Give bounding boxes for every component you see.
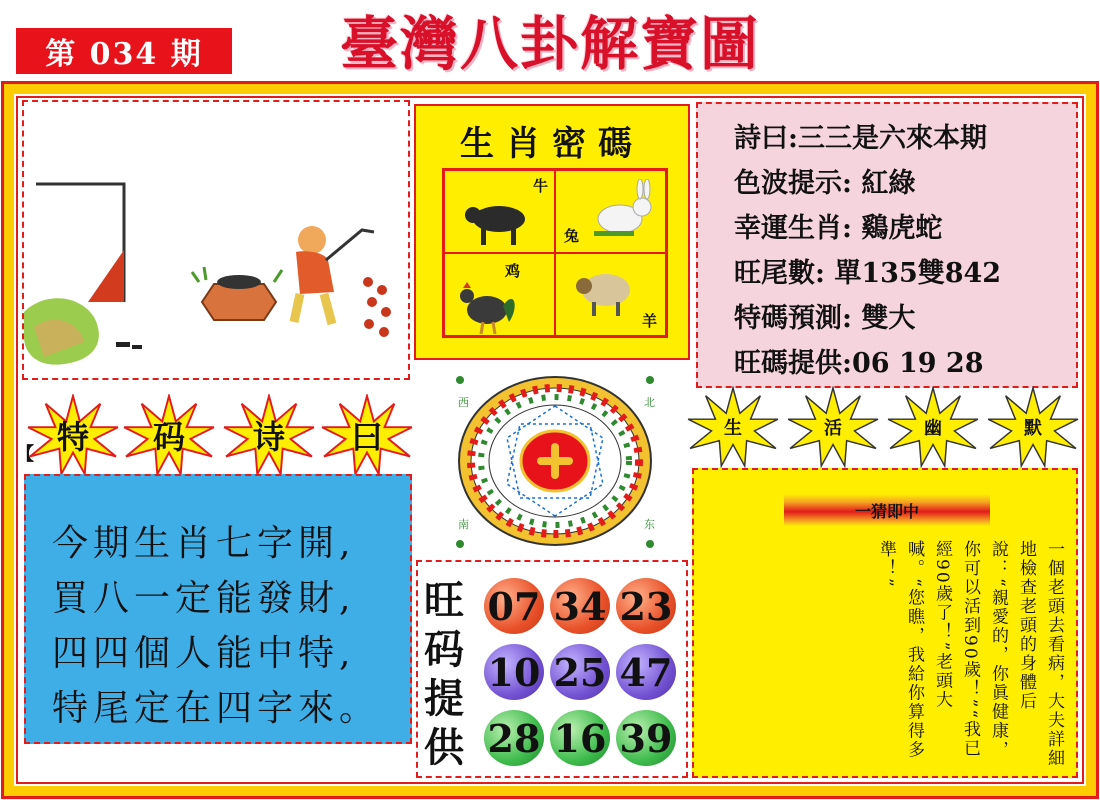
star-label: 生 <box>724 418 742 439</box>
label-char: 提 <box>424 675 464 722</box>
info-lucky-zodiac: 幸運生肖: 鷄虎蛇 <box>734 213 943 244</box>
info-prediction: 特碼預測: 雙大 <box>734 303 916 334</box>
zodiac-cell-ox <box>444 170 555 253</box>
star-label: 码 <box>152 418 185 456</box>
zodiac-grid <box>442 168 668 338</box>
poem-line: 特尾定在四字來。 <box>52 688 381 729</box>
zodiac-label: 鸡 <box>505 262 521 280</box>
star-burst <box>24 394 122 476</box>
zodiac-label: 牛 <box>532 177 548 195</box>
zodiac-cell-sheep <box>555 253 666 336</box>
zodiac-title: 生肖密碼 <box>460 124 644 164</box>
bracket-mark: 【 <box>16 444 34 465</box>
star-burst <box>318 394 416 476</box>
cartoon-panel <box>22 100 410 380</box>
number-ball: 16 <box>550 710 610 766</box>
issue-number: 第 034 期 <box>16 28 232 74</box>
star-burst <box>784 386 882 468</box>
label-char: 码 <box>424 626 464 673</box>
star-label: 曰 <box>350 418 383 456</box>
zodiac-code-panel <box>414 104 690 360</box>
number-ball: 10 <box>484 644 544 700</box>
info-panel <box>696 102 1078 388</box>
number-ball: 25 <box>550 644 610 700</box>
info-hot-numbers: 旺碼提供:06 19 28 <box>734 348 984 379</box>
poem-line: 四四個人能中特, <box>52 633 356 674</box>
star-burst <box>684 386 782 468</box>
page-title: 臺灣八卦解寶圖 <box>339 10 760 78</box>
info-hot-tail: 旺尾數: 單135雙842 <box>734 258 1002 289</box>
zodiac-cell-rabbit <box>555 170 666 253</box>
direction-label: 北 <box>644 396 655 409</box>
joke-header: 一猜即中 <box>784 494 990 526</box>
ox-icon <box>463 193 535 249</box>
white-strip <box>20 746 416 776</box>
rooster-icon <box>453 278 525 338</box>
star-label: 默 <box>1024 418 1042 439</box>
info-poem-line: 詩曰:三三是六來本期 <box>734 123 987 154</box>
poem-line: 買八一定能發財, <box>52 578 356 619</box>
number-ball: 23 <box>616 578 676 634</box>
star-label: 幽 <box>924 418 942 439</box>
bagua-wheel-graphic <box>448 368 662 554</box>
direction-label: 西 <box>458 396 469 409</box>
number-ball: 07 <box>484 578 544 634</box>
number-ball: 47 <box>616 644 676 700</box>
joke-text: 一個老頭去看病，大夫詳細地檢查老頭的身體后說：“親愛的，你眞健康，你可以活到90歲！”“我已經90歲了！”老頭大喊。“您瞧，我給你算得多準！” <box>876 540 1064 768</box>
hot-numbers-label <box>420 576 468 772</box>
cartoon-illustration <box>24 102 410 380</box>
poem-panel <box>24 474 412 744</box>
bagua-wheel <box>448 368 662 554</box>
poem-line: 今期生肖七字開, <box>52 523 356 564</box>
number-ball: 28 <box>484 710 544 766</box>
rabbit-icon <box>590 179 662 239</box>
zodiac-label: 羊 <box>641 312 657 330</box>
label-char: 旺 <box>424 577 464 624</box>
zodiac-label: 兔 <box>564 227 580 245</box>
star-label: 特 <box>56 418 89 456</box>
star-burst <box>220 394 318 476</box>
sheep-icon <box>570 264 642 320</box>
number-ball: 34 <box>550 578 610 634</box>
star-burst <box>984 386 1082 468</box>
star-label: 诗 <box>252 418 285 456</box>
direction-label: 东 <box>644 518 655 531</box>
star-label: 活 <box>824 418 842 439</box>
label-char: 供 <box>424 724 464 771</box>
hot-numbers-panel <box>416 560 688 778</box>
direction-label: 南 <box>458 518 469 531</box>
star-burst <box>120 394 218 476</box>
number-ball: 39 <box>616 710 676 766</box>
star-burst <box>884 386 982 468</box>
joke-panel <box>692 468 1078 778</box>
zodiac-cell-rooster <box>444 253 555 336</box>
info-color-hint: 色波提示: 紅綠 <box>734 168 916 199</box>
